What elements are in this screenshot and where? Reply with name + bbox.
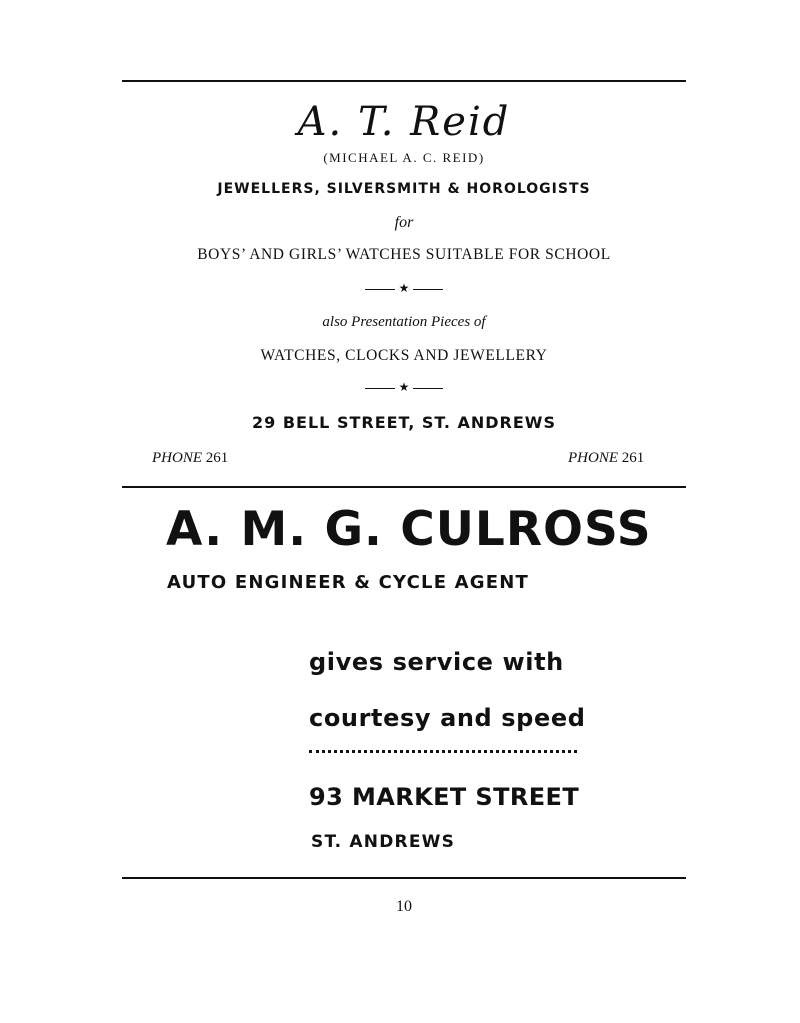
culross-tagline-1: gives service with xyxy=(309,648,564,676)
reid-trade: JEWELLERS, SILVERSMITH & HOROLOGISTS xyxy=(217,181,591,197)
star-divider-2 xyxy=(122,380,686,395)
divider-line xyxy=(365,388,395,389)
divider-line xyxy=(413,289,443,290)
culross-address: 93 MARKET STREET xyxy=(309,783,580,811)
reid-watches-school: BOYS’ AND GIRLS’ WATCHES SUITABLE FOR SCHOOL xyxy=(197,246,611,263)
culross-town: ST. ANDREWS xyxy=(311,832,456,852)
middle-rule xyxy=(122,486,686,488)
phone-label: PHONE xyxy=(568,450,618,466)
divider-line xyxy=(413,388,443,389)
dotted-divider xyxy=(309,750,577,753)
reid-watches-clocks: WATCHES, CLOCKS AND JEWELLERY xyxy=(260,347,548,364)
phone-right xyxy=(568,450,644,467)
reid-for: for xyxy=(394,214,414,231)
reid-address: 29 BELL STREET, ST. ANDREWS xyxy=(252,413,556,432)
reid-also: also Presentation Pieces of xyxy=(322,314,486,330)
culross-trade: AUTO ENGINEER & CYCLE AGENT xyxy=(167,572,530,593)
star-icon: ★ xyxy=(398,380,410,394)
phone-left xyxy=(152,450,228,467)
culross-tagline-2: courtesy and speed xyxy=(309,704,586,732)
phone-number: 261 xyxy=(205,450,229,466)
culross-name: A. M. G. CULROSS xyxy=(166,502,652,557)
bottom-rule xyxy=(122,877,686,879)
star-divider-1 xyxy=(122,281,686,296)
reid-subname: (MICHAEL A. C. REID) xyxy=(323,150,485,165)
phone-number: 261 xyxy=(621,450,645,466)
top-rule xyxy=(122,80,686,82)
star-icon: ★ xyxy=(398,281,410,295)
phone-label: PHONE xyxy=(152,450,202,466)
divider-line xyxy=(365,289,395,290)
page-number: 10 xyxy=(396,898,412,915)
reid-title: A. T. Reid xyxy=(297,99,511,145)
